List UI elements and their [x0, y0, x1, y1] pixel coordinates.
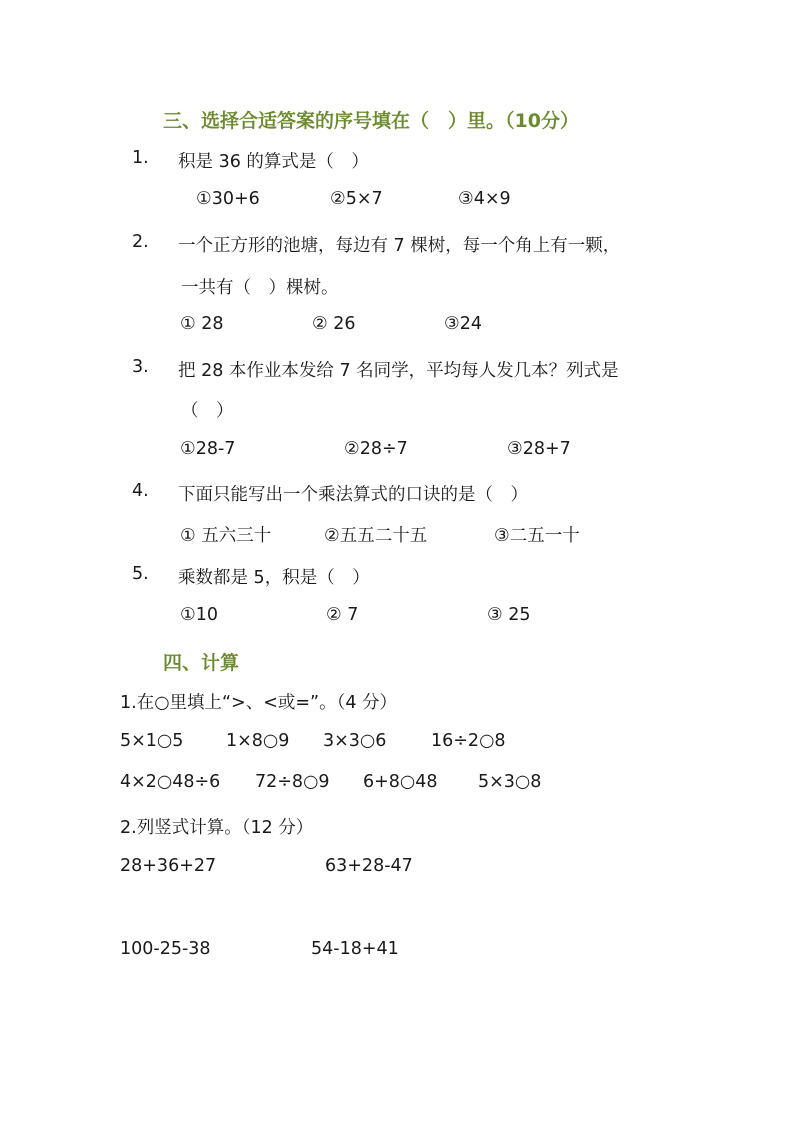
compare-item-7: 6+8○48 — [363, 772, 438, 792]
calc-item-2: 63+28-47 — [325, 856, 413, 876]
question-4-option-1: ① 五六三十 — [180, 526, 272, 546]
question-5-option-2: ② 7 — [326, 605, 359, 625]
section-3-title: 三、选择合适答案的序号填在（ ）里。（10分） — [163, 110, 579, 132]
question-5-number: 5. — [132, 564, 149, 584]
question-3-text-line2: （ ） — [181, 401, 234, 421]
question-3-number: 3. — [132, 357, 149, 377]
question-2-text-line2: 一共有（ ）棵树。 — [181, 278, 339, 298]
question-2-option-1: ① 28 — [180, 314, 224, 334]
question-5-option-3: ③ 25 — [487, 605, 531, 625]
question-4-number: 4. — [132, 481, 149, 501]
question-2-number: 2. — [132, 232, 149, 252]
calc-item-3: 100-25-38 — [120, 939, 211, 959]
question-5-text: 乘数都是 5，积是（ ） — [178, 568, 370, 588]
question-2-option-2: ② 26 — [312, 314, 356, 334]
question-1-option-3: ③4×9 — [458, 189, 511, 209]
question-4-text: 下面只能写出一个乘法算式的口诀的是（ ） — [178, 485, 528, 505]
section-4-title: 四、计算 — [163, 652, 240, 674]
vertical-calc-instructions: 2.列竖式计算。（12 分） — [120, 818, 314, 838]
question-3-option-2: ②28÷7 — [344, 439, 408, 459]
compare-item-3: 3×3○6 — [323, 731, 387, 751]
compare-instructions: 1.在○里填上“>、<或=”。（4 分） — [120, 693, 398, 713]
compare-item-4: 16÷2○8 — [431, 731, 506, 751]
compare-item-2: 1×8○9 — [226, 731, 290, 751]
question-1-text: 积是 36 的算式是（ ） — [178, 152, 369, 172]
compare-item-5: 4×2○48÷6 — [120, 772, 221, 792]
compare-item-8: 5×3○8 — [478, 772, 542, 792]
question-1-option-1: ①30+6 — [196, 189, 260, 209]
compare-item-6: 72÷8○9 — [255, 772, 330, 792]
question-5-option-1: ①10 — [180, 605, 218, 625]
calc-item-1: 28+36+27 — [120, 856, 217, 876]
question-1-number: 1. — [132, 148, 149, 168]
question-3-option-1: ①28-7 — [180, 439, 236, 459]
question-1-option-2: ②5×7 — [330, 189, 383, 209]
question-3-text: 把 28 本作业本发给 7 名同学，平均每人发几本？列式是 — [178, 361, 619, 381]
question-4-option-3: ③二五一十 — [494, 526, 580, 546]
calc-item-4: 54-18+41 — [311, 939, 399, 959]
compare-item-1: 5×1○5 — [120, 731, 184, 751]
question-2-option-3: ③24 — [444, 314, 482, 334]
question-4-option-2: ②五五二十五 — [324, 526, 428, 546]
question-3-option-3: ③28+7 — [507, 439, 571, 459]
question-2-text: 一个正方形的池塘，每边有 7 棵树，每一个角上有一颗， — [178, 236, 621, 256]
